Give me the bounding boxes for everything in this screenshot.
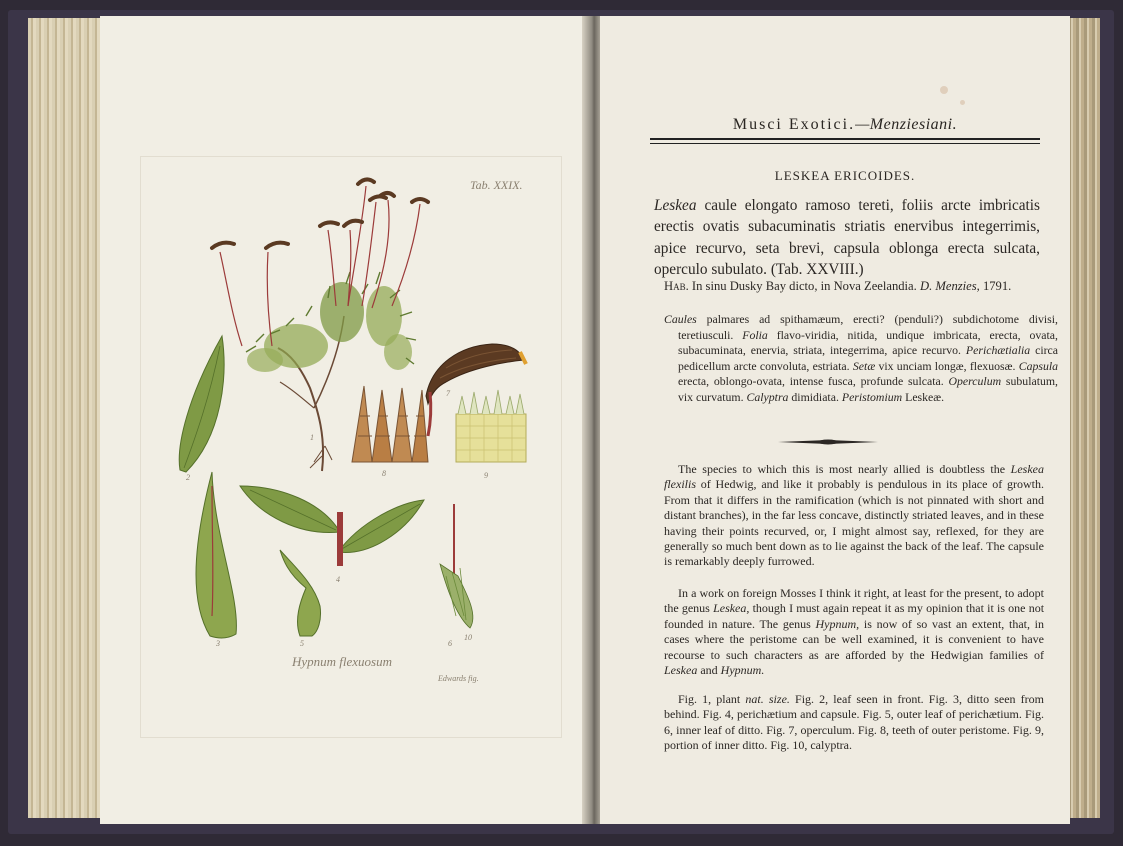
plate-label: Tab. XXIX. xyxy=(470,178,523,192)
para-text: of Hedwig, and like it probably is pendulous in its place of growth. From that it differs in the ramification (which is not pinnated with short and distant branches), in the far less concave, distinctly striated leaves, and in these having their points recurved, or, I might almost say, reflexed, for they are generally so much bent down as to lie against the back of the leaf. The capsule is remarkably deeply furrowed. xyxy=(664,477,1044,569)
fig-number: 2 xyxy=(186,473,190,482)
running-head xyxy=(600,116,1090,134)
desc-term: Setæ xyxy=(852,358,876,373)
desc-text: palmares ad spithamæum, erecti? (penduli?) subdichotome divisi, teretiusculi. xyxy=(678,312,1058,342)
foxing-spot xyxy=(940,86,948,94)
foxing-spot xyxy=(960,100,965,105)
commentary-paragraph-1 xyxy=(664,462,1044,570)
para-text: The species to which this is most nearly allied is doubtless the xyxy=(678,462,1006,476)
habitat-label: Hab. xyxy=(664,279,689,293)
habitat-collector: D. Menzies, xyxy=(919,279,980,293)
diagnosis xyxy=(654,195,1040,280)
para-italic: Leskea, xyxy=(713,601,750,616)
fig4-perichaetium xyxy=(240,486,424,566)
species-title: LESKEA ERICOIDES. xyxy=(774,168,916,183)
fig3-leaf-back xyxy=(196,472,236,638)
left-page-edges xyxy=(28,18,108,818)
desc-term: Peristomium xyxy=(841,389,903,404)
fig9-inner-peristome xyxy=(456,390,526,462)
fig8-peristome-teeth xyxy=(352,386,428,462)
desc-term: Folia xyxy=(742,327,768,342)
running-head-title: Musci Exotici. xyxy=(732,116,856,133)
fig1-plant xyxy=(212,179,428,471)
diagnosis-text: caule elongato ramoso tereti, foliis arcte imbricatis erectis ovatis subacuminatis striatis enervibus integerrimis, apice recurvo, seta brevi, capsula oblonga erecta sulcata, operculo subulato. (Tab. XXVIII.) xyxy=(654,197,1040,278)
right-page-edges xyxy=(1068,18,1100,818)
fig-number: 7 xyxy=(446,389,450,398)
fleuron-ornament xyxy=(778,438,878,446)
fig-number: 6 xyxy=(448,639,452,648)
header-rule xyxy=(650,143,1040,144)
fig-number: 5 xyxy=(300,639,304,648)
desc-term: Operculum xyxy=(948,374,1002,388)
desc-term: Calyptra xyxy=(746,389,789,404)
botanical-illustration xyxy=(100,16,588,824)
fig-number: 10 xyxy=(464,633,472,642)
running-head-subtitle: —Menziesiani. xyxy=(855,116,958,133)
habitat-text: In sinu Dusky Bay dicto, in Nova Zeelandia. xyxy=(691,279,917,293)
para-text: Fig. 2, leaf seen in front. Fig. 3, ditto seen from behind. Fig. 4, perichætium and capsule. Fig. 5, outer leaf of perichætium. Fig. 6, inner leaf of ditto. Fig. 7, operculum. Fig. 8, teeth of outer peristome. Fig. 9, portion of inner ditto. Fig. 10, calyptra. xyxy=(664,692,1044,753)
para-italic: Hypnum, xyxy=(815,616,860,631)
desc-text: erecta, oblongo-ovata, intense fusca, profunde sulcata. xyxy=(678,374,944,388)
para-italic: Hypnum. xyxy=(720,663,765,678)
desc-text: flavo-viridia, nitida, undique imbricata, erecta, ovata, subacuminata, enervia, striata, integerrima, apice recurvo. xyxy=(678,327,1058,357)
description xyxy=(664,312,1058,405)
desc-text: circa pedicellum arcte convoluta, estriata. xyxy=(678,343,1058,373)
desc-text: vix unciam longæ, flexuosæ. xyxy=(878,358,1016,373)
plate-species-caption: Hypnum flexuosum xyxy=(292,654,393,669)
para-italic: nat. size. xyxy=(745,692,790,706)
habitat xyxy=(664,278,1058,294)
para-text: In a work on foreign Mosses I think it right, at least for the present, to adopt the genus xyxy=(664,586,1044,616)
desc-text: subulatum, vix curvatum. xyxy=(678,374,1059,404)
fig5-outer-leaf xyxy=(280,550,321,636)
fig-number: 1 xyxy=(310,433,314,442)
para-text: and xyxy=(700,663,718,678)
habitat-year: 1791. xyxy=(982,279,1012,293)
desc-text: Leskeæ. xyxy=(905,389,945,404)
fig2-leaf-front xyxy=(179,336,224,472)
para-italic: Leskea xyxy=(664,663,698,678)
desc-text: dimidiata. xyxy=(791,389,839,404)
para-text: Fig. 1, plant xyxy=(678,692,741,706)
fig-number: 4 xyxy=(336,575,340,584)
para-italic: Leskea flexilis xyxy=(664,462,1044,492)
desc-term: Caules xyxy=(664,312,697,326)
diagnosis-genus: Leskea xyxy=(654,197,697,214)
desc-term: Capsula xyxy=(1018,358,1059,373)
fig-number: 8 xyxy=(382,469,386,478)
para-text: is now of so vast an extent, that, in cases where the peristome can be well examined, it is convenient to have recourse to such characters as are afforded by the Hedwigian families of xyxy=(664,616,1045,662)
para-text: though I must again repeat it as my opinion that it is one not founded in nature. The genus xyxy=(664,601,1045,631)
plate-page xyxy=(100,16,588,824)
desc-term: Perichætialia xyxy=(965,343,1031,357)
text-page xyxy=(600,16,1070,824)
engraver-credit: Edwards fig. xyxy=(438,674,479,683)
fig10-calyptra xyxy=(440,504,473,628)
figure-explanation xyxy=(664,692,1044,754)
commentary-paragraph-2 xyxy=(664,586,1044,678)
fig-number: 3 xyxy=(216,639,220,648)
header-rule xyxy=(650,138,1040,140)
fig-number: 9 xyxy=(484,471,488,480)
